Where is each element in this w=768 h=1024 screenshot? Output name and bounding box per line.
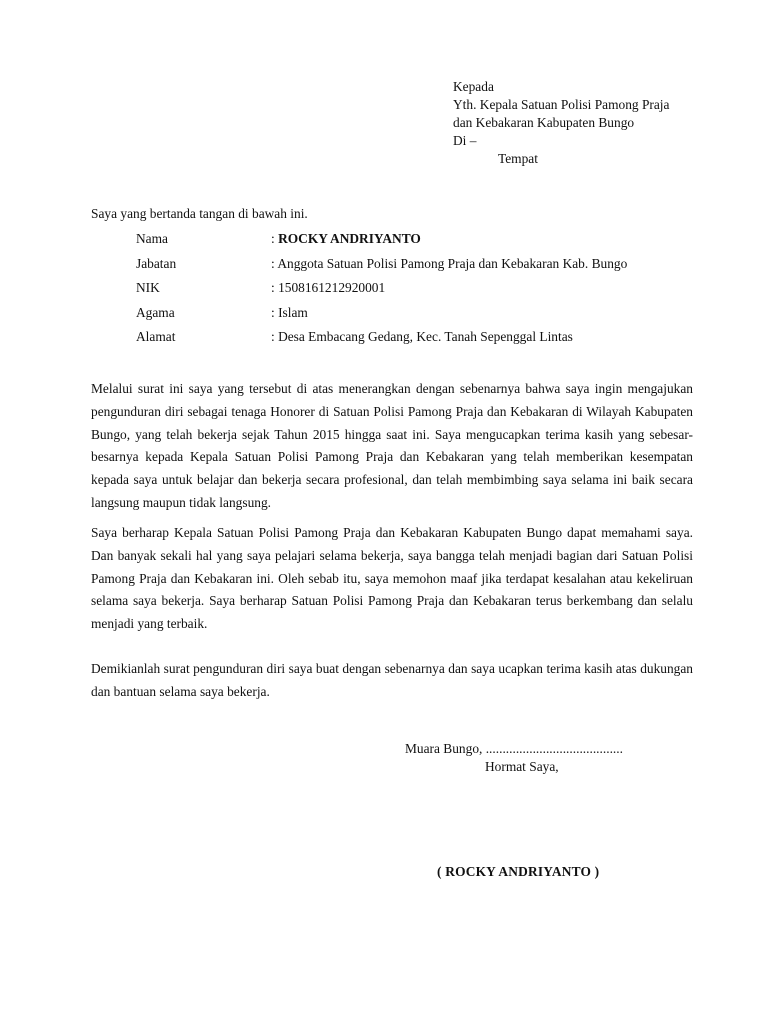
identity-row-alamat	[136, 328, 627, 353]
identity-table	[136, 230, 627, 353]
identity-row-jabatan	[136, 255, 627, 280]
identity-value: : Desa Embacang Gedang, Kec. Tanah Sepenggal Lintas	[271, 329, 573, 344]
identity-value: : Anggota Satuan Polisi Pamong Praja dan Kebakaran Kab. Bungo	[271, 255, 628, 271]
identity-label: Nama	[136, 231, 168, 246]
identity-row-nama	[136, 230, 627, 255]
recipient-line: Yth. Kepala Satuan Polisi Pamong Praja	[453, 97, 670, 112]
place-date: Muara Bungo, .........................................	[405, 741, 623, 756]
identity-label: Alamat	[136, 329, 176, 344]
recipient-line: Kepada	[453, 79, 494, 94]
identity-value: : 1508161212920001	[271, 280, 386, 295]
identity-colon: :	[271, 231, 279, 246]
closing-greeting: Hormat Saya,	[485, 759, 559, 774]
body-paragraph: Melalui surat ini saya yang tersebut di atas menerangkan dengan sebenarnya bahwa saya ingin mengajukan pengunduran diri sebagai tenaga Honorer di Satuan Polisi Pamong Praja dan Kebakaran di Wilayah Kabupaten Bungo, yang telah bekerja sejak Tahun 2015 hingga saat ini. Saya mengucapkan terima kasih yang sebesar-besarnya kepada Kepala Satuan Polisi Pamong Praja dan Kebakaran yang telah memberikan kesempatan kepada saya untuk belajar dan bekerja secara profesional, dan telah membimbing saya selama ini baik secara langsung maupun tidak langsung.	[91, 381, 693, 510]
closing-block	[405, 740, 623, 776]
identity-label: NIK	[136, 280, 160, 295]
recipient-line: Di –	[453, 133, 477, 148]
identity-row-nik	[136, 279, 627, 304]
identity-value	[271, 230, 421, 255]
signature-name: ( ROCKY ANDRIYANTO )	[437, 864, 600, 879]
recipient-line: dan Kebakaran Kabupaten Bungo	[453, 115, 635, 130]
identity-value: : Islam	[271, 304, 308, 320]
identity-name: ROCKY ANDRIYANTO	[278, 231, 421, 246]
body-paragraph: Demikianlah surat pengunduran diri saya buat dengan sebenarnya dan saya ucapkan terima kasih atas dukungan dan bantuan selama saya bekerja.	[91, 661, 693, 699]
identity-row-agama	[136, 304, 627, 329]
opening-sentence: Saya yang bertanda tangan di bawah ini.	[91, 206, 308, 221]
recipient-line: Tempat	[498, 151, 538, 166]
identity-label: Jabatan	[136, 255, 177, 271]
identity-label: Agama	[136, 304, 175, 320]
recipient-block	[453, 78, 669, 168]
body-paragraph: Saya berharap Kepala Satuan Polisi Pamong Praja dan Kebakaran Kabupaten Bungo dapat memahami saya. Dan banyak sekali hal yang saya pelajari selama bekerja, saya bangga telah menjadi bagian dari Satuan Polisi Pamong Praja dan Kebakaran ini. Oleh sebab itu, saya memohon maaf jika terdapat kesalahan atau kekeliruan selama saya bekerja. Saya berharap Satuan Polisi Pamong Praja dan Kebakaran terus berkembang dan selalu menjadi yang terbaik.	[91, 525, 693, 632]
